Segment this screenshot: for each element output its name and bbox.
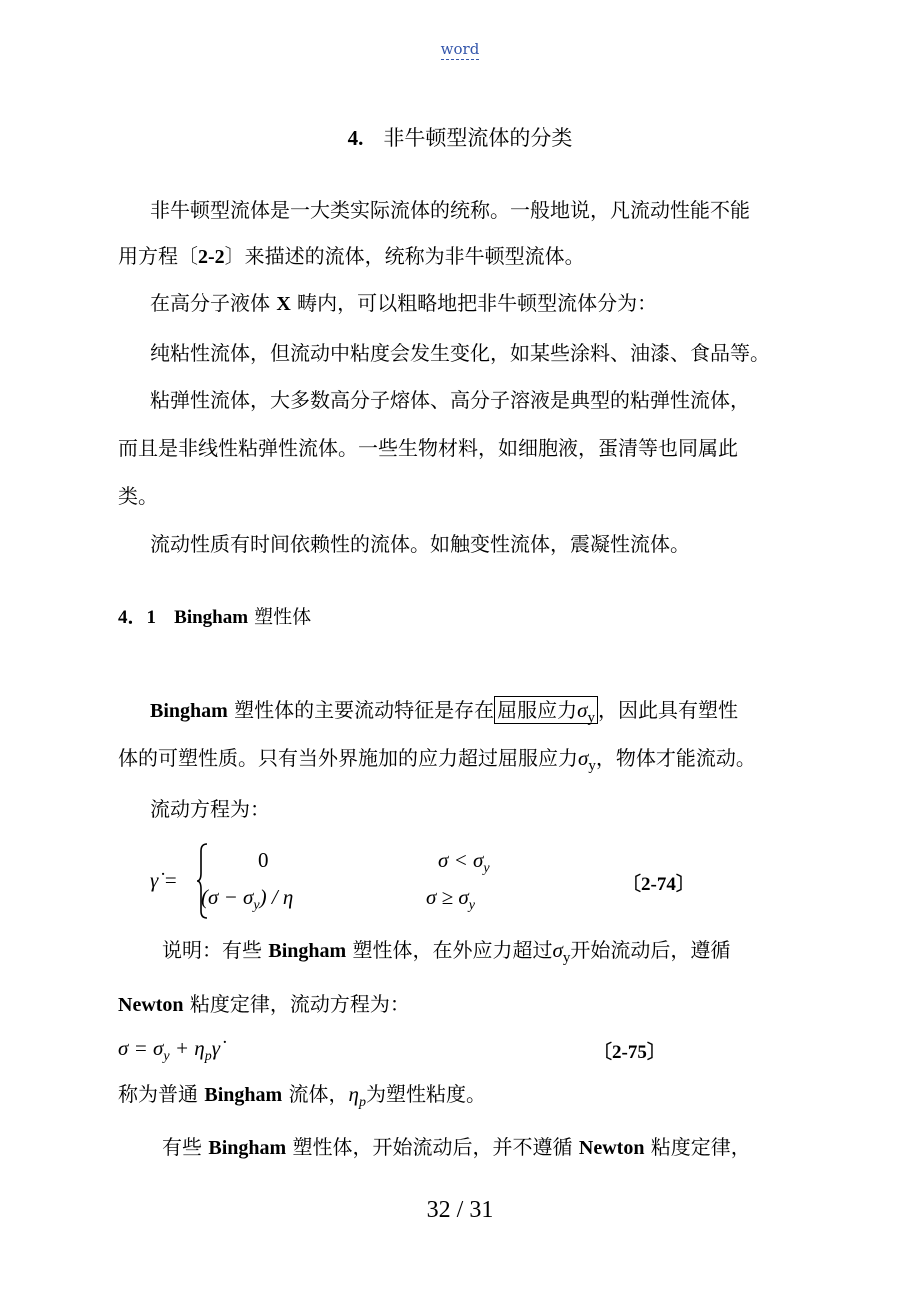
eq274-lhs: γ̇ = <box>150 868 178 892</box>
flow-equation-label: 流动方程为： <box>150 797 270 821</box>
eq275-c: γ̇ <box>211 1036 220 1060</box>
bingham-text-c: 体的可塑性质。只有当外界施加的应力超过屈服应力 <box>118 746 578 770</box>
case2-expr-b: ) / η <box>259 885 294 909</box>
term-bingham: Bingham <box>204 1084 283 1106</box>
sigma-sub-y: y <box>562 950 571 966</box>
sigma-symbol: σ <box>578 746 589 770</box>
sigma-symbol: σ <box>577 698 588 722</box>
case2-expr-a: (σ − σ <box>201 885 254 909</box>
paragraph-4-line-1: 粘弹性流体，大多数高分子熔体、高分子溶液是典型的粘弹性流体， <box>150 388 750 412</box>
eta-sub-p: p <box>358 1095 366 1110</box>
bingham-text-a: 塑性体的主要流动特征是存在 <box>227 698 495 722</box>
note-text-c: 开始流动后，遵循 <box>570 938 731 962</box>
case1-cond-text: σ < σ <box>438 848 484 872</box>
last-line <box>162 1135 751 1160</box>
eq274-case1-cond <box>438 848 490 876</box>
term-bingham: Bingham <box>268 940 347 962</box>
eq274-case2-cond <box>426 885 475 913</box>
page-number <box>0 1197 920 1224</box>
paragraph-2 <box>150 291 657 316</box>
eq274-case2-expr <box>201 885 294 913</box>
case1-cond-sub: y <box>483 861 490 876</box>
title-text: 非牛顿型流体的分类 <box>383 126 573 150</box>
case2-expr-sub: y <box>253 898 260 913</box>
p2-text-b: 畴内，可以粗略地把非牛顿型流体分为： <box>290 291 658 315</box>
ll-text-c: 粘度定律， <box>644 1135 751 1159</box>
eq275-expression <box>118 1036 220 1064</box>
section-title <box>0 122 920 152</box>
note-text-d: 粘度定律，流动方程为： <box>183 992 410 1016</box>
ll-text-b: 塑性体，开始流动后，并不遵循 <box>286 1135 579 1159</box>
nb-text-b: 流体， <box>282 1082 349 1106</box>
bingham-text-b: ，因此具有塑性 <box>598 698 739 722</box>
p1-text-a: 用方程〔 <box>118 244 198 268</box>
paragraph-5: 流动性质有时间依赖性的流体。如触变性流体，震凝性流体。 <box>150 532 690 556</box>
case2-cond-text: σ ≥ σ <box>426 885 469 909</box>
nb-text-a: 称为普通 <box>118 1082 205 1106</box>
term-newton: Newton <box>118 994 184 1016</box>
subsection-heading <box>118 605 311 630</box>
equation-ref-2-2: 2-2 <box>198 246 225 268</box>
subsection-number: 4．1 <box>118 607 157 628</box>
eq274-number: 〔2-74〕 <box>622 874 695 895</box>
note-text-a: 说明：有些 <box>162 938 269 962</box>
eq275-b: + η <box>169 1036 205 1060</box>
paragraph-1-line-1: 非牛顿型流体是一大类实际流体的统称。一般地说，凡流动性能不能 <box>150 198 750 222</box>
eq275-a: σ = σ <box>118 1036 164 1060</box>
sigma-sub-y: y <box>588 758 596 774</box>
case2-cond-sub: y <box>468 898 475 913</box>
eq275-number: 〔2-75〕 <box>593 1042 666 1063</box>
sigma-symbol: σ <box>552 938 563 962</box>
bingham-text-d: ，物体才能流动。 <box>595 746 756 770</box>
p2-text-a: 在高分子液体 <box>150 291 277 315</box>
yield-stress-box <box>494 696 598 724</box>
paragraph-1-line-2 <box>118 244 585 269</box>
eq274-case1-expr: 0 <box>258 848 269 872</box>
bingham-line-1 <box>150 698 738 725</box>
title-number: 4. <box>347 126 364 150</box>
nb-text-c: 为塑性粘度。 <box>365 1082 486 1106</box>
normal-bingham-line <box>118 1082 486 1110</box>
term-bingham: Bingham <box>208 1137 287 1159</box>
eta-symbol: η <box>348 1082 359 1106</box>
subsection-name: 塑性体 <box>254 606 312 628</box>
p2-x: X <box>276 293 291 315</box>
page-separator: / <box>450 1197 470 1223</box>
paragraph-4-line-2: 而且是非线性粘弹性流体。一些生物材料，如细胞液，蛋清等也同属此 <box>118 436 738 460</box>
note-line-2 <box>118 992 410 1017</box>
paragraph-3: 纯粘性流体，但流动中粘度会发生变化，如某些涂料、油漆、食品等。 <box>150 341 770 365</box>
header-link-text[interactable]: word <box>440 40 480 58</box>
p1-text-b: 〕来描述的流体，统称为非牛顿型流体。 <box>224 244 585 268</box>
paragraph-4-line-3: 类。 <box>118 484 158 508</box>
term-newton: Newton <box>578 1137 645 1159</box>
note-line-1 <box>162 938 730 965</box>
sigma-sub-y: y <box>587 710 596 726</box>
yield-stress-text: 屈服应力 <box>497 698 578 722</box>
bingham-line-2 <box>118 746 756 773</box>
note-text-b: 塑性体，在外应力超过 <box>346 938 553 962</box>
eq275-sub-p: p <box>204 1049 212 1064</box>
total-pages: 31 <box>469 1197 494 1223</box>
eq275-sub-y: y <box>163 1049 170 1064</box>
subsection-term: Bingham <box>174 607 249 628</box>
ll-text-a: 有些 <box>162 1135 209 1159</box>
current-page: 32 <box>426 1197 451 1223</box>
term-bingham: Bingham <box>150 700 228 722</box>
header-word-link[interactable] <box>0 40 920 58</box>
